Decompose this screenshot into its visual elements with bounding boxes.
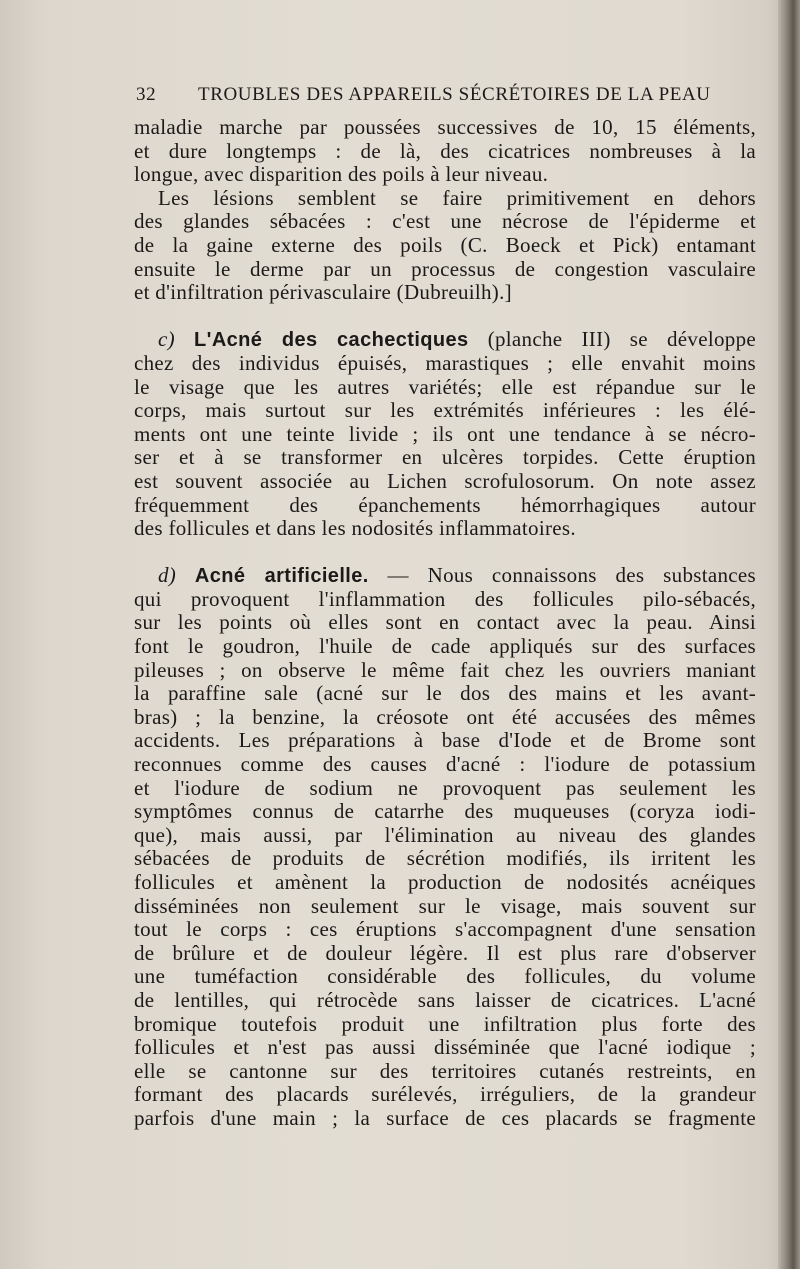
text-line: de brûlure et de douleur légère. Il est plus rare d'observer <box>134 940 756 965</box>
running-header <box>136 80 752 110</box>
paragraph-gap <box>134 541 756 565</box>
text-line: maladie marche par poussées successives de 10, 15 éléments, <box>134 115 756 139</box>
body-text <box>134 116 756 1131</box>
section-acne-artificielle <box>134 564 756 1130</box>
text-line: bras) ; la benzine, la créosote ont été accusées des mêmes <box>134 704 756 729</box>
section-title: L'Acné des cachectiques <box>194 329 469 352</box>
text-line: de lentilles, qui rétrocède sans laisser de cicatrices. L'acné <box>134 987 756 1012</box>
book-spine-edge <box>778 0 800 1269</box>
text-line: tout le corps : ces éruptions s'accompagnent d'une sensation <box>134 917 756 942</box>
section-first-line-text: — Nous connaissons des substances <box>368 563 756 588</box>
text-line: est souvent associée au Lichen scrofulosorum. On note assez <box>134 468 756 493</box>
text-line: la paraffine sale (acné sur le dos des mains et les avant- <box>134 681 756 706</box>
text-line: et dure longtemps : de là, des cicatrices nombreuses à la <box>134 138 756 163</box>
text-line: des glandes sébacées : c'est une nécrose de l'épiderme et <box>134 209 756 234</box>
text-line: ser et à se transformer en ulcères torpides. Cette éruption <box>134 445 756 470</box>
section-first-line-text: (planche III) se développe <box>468 327 756 352</box>
section-title: Acné artificielle. <box>194 565 369 588</box>
text-line: disséminées non seulement sur le visage, mais souvent sur <box>134 893 756 918</box>
text-line: reconnues comme des causes d'acné : l'iodure de potassium <box>134 752 756 777</box>
text-line: longue, avec disparition des poils à leur niveau. <box>134 162 549 187</box>
text-line: le visage que les autres variétés; elle est répandue sur le <box>134 374 756 399</box>
text-line: accidents. Les préparations à base d'Iode et de Brome sont <box>134 728 756 753</box>
section-first-line <box>134 564 756 588</box>
text-line: pileuses ; on observe le même fait chez les ouvriers maniant <box>134 657 756 682</box>
text-line: sébacées de produits de sécrétion modifiés, ils irritent les <box>134 846 756 871</box>
text-line: formant des placards surélevés, irréguliers, de la grandeur <box>134 1082 756 1107</box>
section-letter: d) <box>158 563 177 588</box>
text-line: sur les points où elles sont en contact avec la peau. Ainsi <box>134 610 756 635</box>
text-line: qui provoquent l'inflammation des follicules pilo-sébacés, <box>134 586 756 611</box>
text-line: bromique toutefois produit une infiltration plus forte des <box>134 1011 756 1036</box>
text-line: fréquemment des épanchements hémorrhagiques autour <box>134 492 756 517</box>
text-line: symptômes connus de catarrhe des muqueuses (coryza iodi- <box>134 799 756 824</box>
text-line: et l'iodure de sodium ne provoquent pas seulement les <box>134 775 756 800</box>
paragraph-gap <box>134 305 756 329</box>
section-acne-cachectiques <box>134 328 756 540</box>
text-line: de la gaine externe des poils (C. Boeck et Pick) entamant <box>134 232 756 257</box>
section-first-line <box>134 328 756 352</box>
page-number: 32 <box>136 84 157 105</box>
text-line: et d'infiltration périvasculaire (Dubreuilh).] <box>134 280 512 305</box>
text-line: une tuméfaction considérable des follicules, du volume <box>134 964 756 989</box>
text-line: ments ont une teinte livide ; ils ont une tendance à se nécro- <box>134 421 756 446</box>
text-line: font le goudron, l'huile de cade appliqués sur des surfaces <box>134 634 756 659</box>
text-line: follicules et n'est pas aussi disséminée que l'acné iodique ; <box>134 1035 756 1060</box>
text-line: chez des individus épuisés, marastiques ; elle envahit moins <box>134 350 756 375</box>
text-line: parfois d'une main ; la surface de ces placards se fragmente <box>134 1105 756 1130</box>
text-line: ensuite le derme par un processus de congestion vasculaire <box>134 256 756 281</box>
text-line: que), mais aussi, par l'élimination au niveau des glandes <box>134 822 756 847</box>
paragraph-continuation <box>134 116 756 187</box>
text-line: elle se cantonne sur des territoires cutanés restreints, en <box>134 1058 756 1083</box>
paragraph-lesions <box>134 187 756 305</box>
text-line: corps, mais surtout sur les extrémités inférieures : les élé- <box>134 398 756 423</box>
section-letter: c) <box>158 327 175 352</box>
text-line: des follicules et dans les nodosités inflammatoires. <box>134 516 576 541</box>
text-line: Les lésions semblent se faire primitivement en dehors <box>158 185 756 210</box>
running-title: TROUBLES DES APPAREILS SÉCRÉTOIRES DE LA PEAU <box>198 84 711 105</box>
text-line: follicules et amènent la production de nodosités acnéiques <box>134 870 756 894</box>
